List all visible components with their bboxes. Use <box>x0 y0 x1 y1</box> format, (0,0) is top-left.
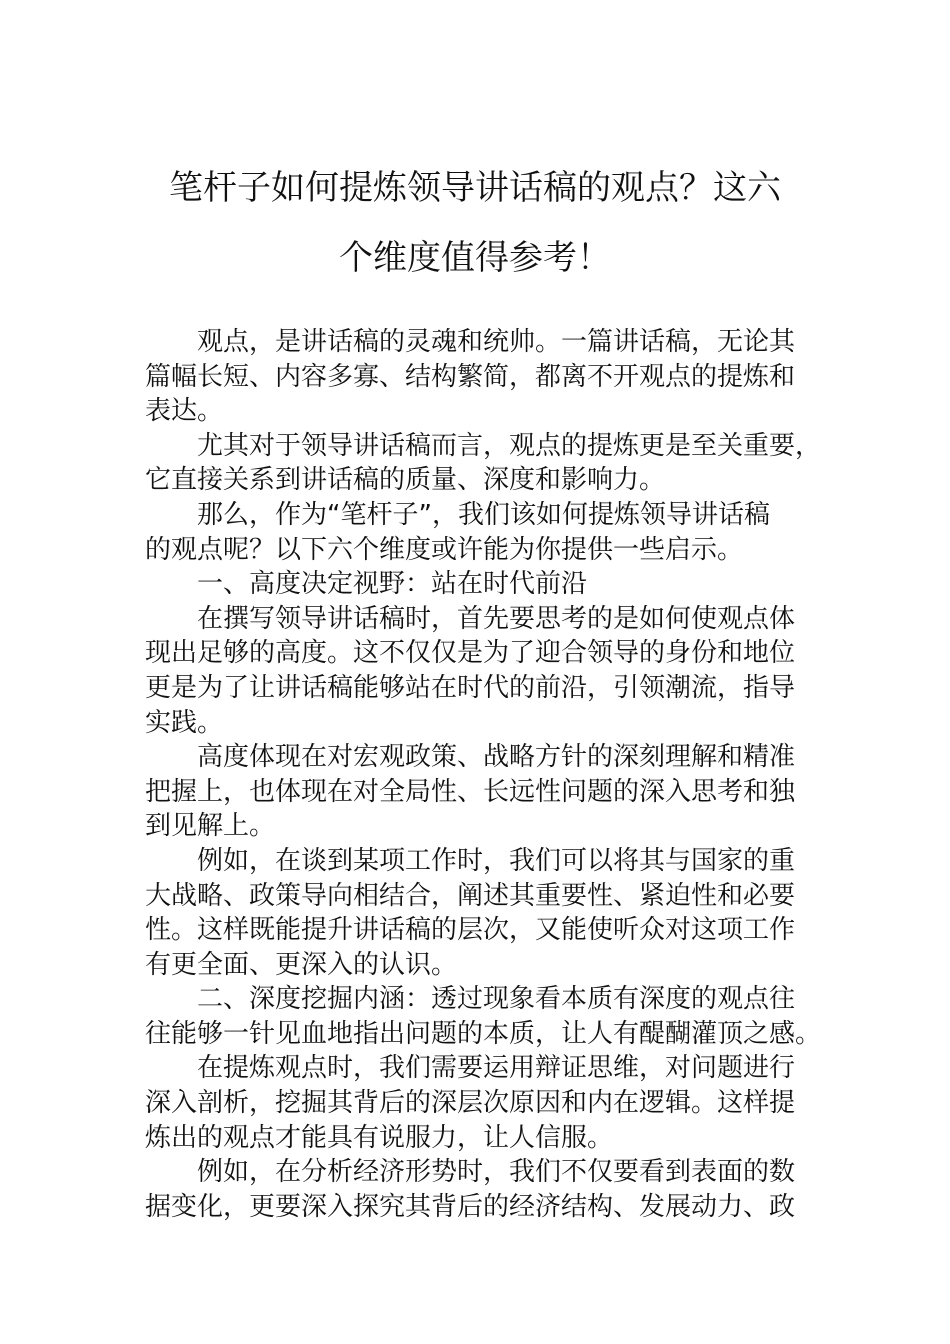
body-line: 篇幅长短、内容多寡、结构繁简，都离不开观点的提炼和 <box>145 361 796 392</box>
body-line: 炼出的观点才能具有说服力，让人信服。 <box>145 1122 614 1153</box>
body-line: 观点，是讲话稿的灵魂和统帅。一篇讲话稿，无论其 <box>197 327 796 357</box>
document-title-line-1: 笔杆子如何提炼领导讲话稿的观点？这六 <box>169 168 781 208</box>
body-line: 尤其对于领导讲话稿而言，观点的提炼更是至关重要， <box>197 430 822 461</box>
body-line: 性。这样既能提升讲话稿的层次，又能使听众对这项工作 <box>145 915 796 946</box>
body-line: 它直接关系到讲话稿的质量、深度和影响力。 <box>145 465 666 496</box>
body-line: 例如，在分析经济形势时，我们不仅要看到表面的数 <box>197 1157 796 1188</box>
body-line: 一、高度决定视野：站在时代前沿 <box>197 569 588 600</box>
body-line: 更是为了让讲话稿能够站在时代的前沿，引领潮流，指导 <box>145 672 796 703</box>
body-line: 据变化，更要深入探究其背后的经济结构、发展动力、政 <box>145 1191 796 1222</box>
document-body <box>145 325 822 1224</box>
body-line: 往能够一针见血地指出问题的本质，让人有醍醐灌顶之感。 <box>145 1018 822 1049</box>
body-line: 把握上，也体现在对全局性、长远性问题的深入思考和独 <box>145 776 796 807</box>
body-line: 那么，作为“笔杆子”，我们该如何提炼领导讲话稿 <box>197 499 770 530</box>
body-line: 的观点呢？以下六个维度或许能为你提供一些启示。 <box>145 534 744 565</box>
body-line: 深入剖析，挖掘其背后的深层次原因和内在逻辑。这样提 <box>145 1088 796 1119</box>
body-line: 例如，在谈到某项工作时，我们可以将其与国家的重 <box>197 845 796 876</box>
body-line: 有更全面、更深入的认识。 <box>145 949 458 980</box>
body-line: 大战略、政策导向相结合，阐述其重要性、紧迫性和必要 <box>145 880 796 911</box>
body-line: 二、深度挖掘内涵：透过现象看本质有深度的观点往 <box>197 984 796 1015</box>
body-line: 到见解上。 <box>145 811 276 842</box>
body-line: 表达。 <box>145 396 224 427</box>
body-line: 在提炼观点时，我们需要运用辩证思维，对问题进行 <box>197 1053 796 1084</box>
body-line: 高度体现在对宏观政策、战略方针的深刻理解和精准 <box>197 742 796 773</box>
body-line: 实践。 <box>145 707 224 738</box>
body-line: 在撰写领导讲话稿时，首先要思考的是如何使观点体 <box>197 603 796 634</box>
body-line: 现出足够的高度。这不仅仅是为了迎合领导的身份和地位 <box>145 638 796 669</box>
document-title-line-2: 个维度值得参考！ <box>339 238 611 278</box>
